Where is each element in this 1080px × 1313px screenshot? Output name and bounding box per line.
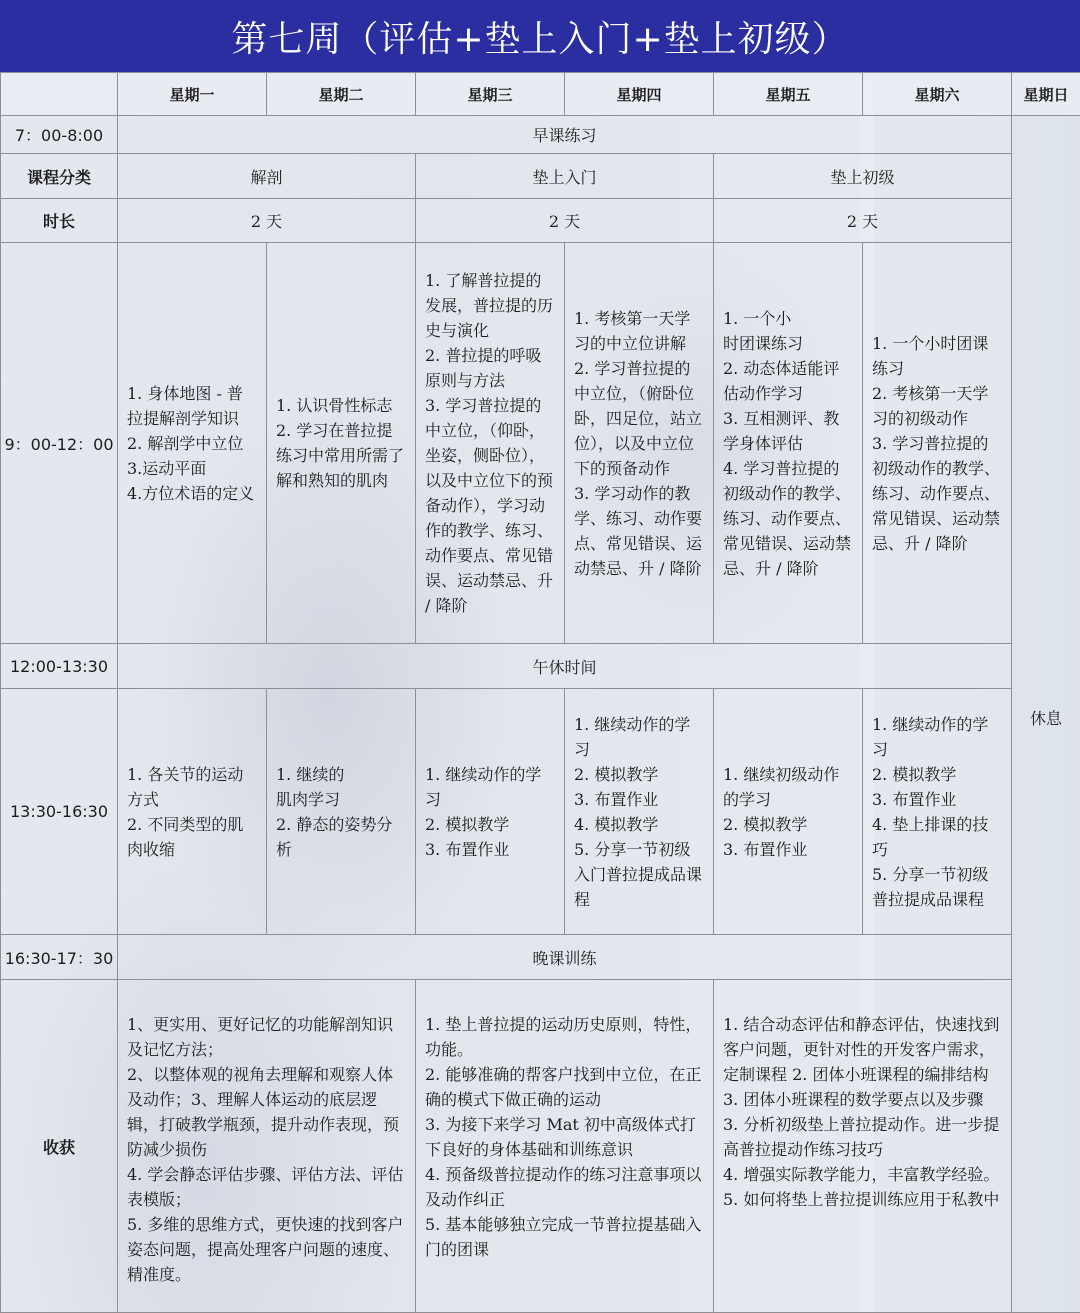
category-anatomy: 解剖	[118, 154, 416, 199]
gains-mat-intro-line: 4. 预备级普拉提动作的练习注意事项以及动作纠正	[425, 1162, 707, 1212]
am-mon-line: 1. 身体地图 - 普拉提解剖学知识	[127, 381, 258, 431]
page-title: 第七周（评估+垫上入门+垫上初级）	[0, 0, 1080, 72]
duration-label: 时长	[1, 199, 118, 243]
pm-sat-line: 3. 布置作业	[872, 787, 1003, 812]
am-thu-line: 3. 学习动作的教学、练习、动作要点、常见错误、运动禁忌、升 / 降阶	[574, 481, 705, 581]
time-pm: 13:30-16:30	[1, 689, 118, 935]
row-evening	[1, 935, 1080, 980]
pm-sat	[863, 689, 1012, 935]
gains-mat-basic-line: 4. 增强实际教学能力，丰富教学经验。 5. 如何将垫上普拉提训练应用于私教中	[723, 1162, 1005, 1212]
am-wed	[416, 243, 565, 644]
am-thu	[565, 243, 714, 644]
pm-mon-line: 2. 不同类型的肌肉收缩	[127, 812, 258, 862]
pm-fri-line: 3. 布置作业	[723, 837, 854, 862]
time-lunch: 12:00-13:30	[1, 644, 118, 689]
row-am	[1, 243, 1080, 644]
am-fri-line: 时团课练习	[723, 331, 854, 356]
pm-tue-line: 1. 继续的	[276, 762, 407, 787]
am-fri-line: 2. 动态体适能评估动作学习	[723, 356, 854, 406]
time-evening: 16:30-17：30	[1, 935, 118, 980]
gains-mat-intro	[416, 980, 714, 1313]
am-tue-line: 2. 学习在普拉提练习中常用所需了解和熟知的肌肉	[276, 418, 407, 493]
pm-thu-line: 4. 模拟教学	[574, 812, 705, 837]
am-thu-line: 2. 学习普拉提的中立位，（俯卧位卧，四足位，站立位），以及中立位下的预备动作	[574, 356, 705, 481]
gains-mat-basic-line: 1. 结合动态评估和静态评估，快速找到客户问题，更针对性的开发客户需求，定制课程 2. 团体小班课程的编排结构	[723, 1012, 1005, 1087]
pm-mon-line: 1. 各关节的运动方式	[127, 762, 258, 812]
pm-thu-line: 5. 分享一节初级入门普拉提成品课程	[574, 837, 705, 912]
am-wed-line: 2. 普拉提的呼吸原则与方法	[425, 343, 556, 393]
day-fri: 星期五	[714, 73, 863, 116]
am-tue	[267, 243, 416, 644]
pm-sat-line: 4. 垫上排课的技巧	[872, 812, 1003, 862]
sunday-rest-label: 休息	[1012, 706, 1080, 729]
pm-wed-line: 3. 布置作业	[425, 837, 556, 862]
pm-mon	[118, 689, 267, 935]
corner-cell	[1, 73, 118, 116]
pm-sat-line: 5. 分享一节初级普拉提成品课程	[872, 862, 1003, 912]
gains-mat-basic	[714, 980, 1012, 1313]
duration-anatomy: 2 天	[118, 199, 416, 243]
duration-mat-basic: 2 天	[714, 199, 1012, 243]
row-pm	[1, 689, 1080, 935]
day-mon: 星期一	[118, 73, 267, 116]
pm-sat-line: 2. 模拟教学	[872, 762, 1003, 787]
pm-tue-line: 肌肉学习	[276, 787, 407, 812]
schedule-table	[0, 72, 1080, 1313]
gains-anatomy-line: 4. 学会静态评估步骤、评估方法、评估表模版；	[127, 1162, 409, 1212]
gains-mat-basic-line: 3. 团体小班课程的数学要点以及步骤	[723, 1087, 1005, 1112]
gains-label: 收获	[1, 980, 118, 1313]
pm-wed	[416, 689, 565, 935]
time-am: 9：00-12：00	[1, 243, 118, 644]
day-sun: 星期日	[1012, 73, 1080, 116]
am-mon	[118, 243, 267, 644]
am-mon-line: 3.运动平面	[127, 456, 258, 481]
gains-mat-basic-line: 3. 分析初级垫上普拉提动作。进一步提高普拉提动作练习技巧	[723, 1112, 1005, 1162]
pm-tue	[267, 689, 416, 935]
pm-thu-line: 2. 模拟教学	[574, 762, 705, 787]
day-thu: 星期四	[565, 73, 714, 116]
am-sat-line: 2. 考核第一天学习的初级动作	[872, 381, 1003, 431]
am-sat-line: 1. 一个小时团课练习	[872, 331, 1003, 381]
pm-fri-line: 1. 继续初级动作的学习	[723, 762, 854, 812]
lunch-activity: 午休时间	[118, 644, 1012, 689]
day-sat: 星期六	[863, 73, 1012, 116]
gains-mat-intro-line: 3. 为接下来学习 Mat 初中高级体式打下良好的身体基础和训练意识	[425, 1112, 707, 1162]
am-fri-line: 4. 学习普拉提的初级动作的教学、练习、动作要点、常见错误、运动禁忌、升 / 降阶	[723, 456, 854, 581]
header-row	[1, 73, 1080, 116]
category-mat-intro: 垫上入门	[416, 154, 714, 199]
pm-thu-line: 3. 布置作业	[574, 787, 705, 812]
am-sat	[863, 243, 1012, 644]
pm-fri	[714, 689, 863, 935]
gains-mat-intro-line: 1. 垫上普拉提的运动历史原则，特性，功能。	[425, 1012, 707, 1062]
pm-thu	[565, 689, 714, 935]
time-morning: 7：00-8:00	[1, 116, 118, 154]
gains-mat-intro-line: 5. 基本能够独立完成一节普拉提基础入门的团课	[425, 1212, 707, 1262]
category-mat-basic: 垫上初级	[714, 154, 1012, 199]
row-duration	[1, 199, 1080, 243]
am-thu-line: 1. 考核第一天学习的中立位讲解	[574, 306, 705, 356]
pm-wed-line: 1. 继续动作的学习	[425, 762, 556, 812]
pm-fri-line: 2. 模拟教学	[723, 812, 854, 837]
category-label: 课程分类	[1, 154, 118, 199]
am-wed-line: 1. 了解普拉提的发展，普拉提的历史与演化	[425, 268, 556, 343]
pm-thu-line: 1. 继续动作的学习	[574, 712, 705, 762]
gains-anatomy	[118, 980, 416, 1313]
gains-anatomy-line: 5. 多维的思维方式，更快速的找到客户姿态问题，提高处理客户问题的速度、精准度。	[127, 1212, 409, 1287]
sunday-rest	[1012, 116, 1080, 1313]
pm-sat-line: 1. 继续动作的学习	[872, 712, 1003, 762]
morning-activity: 早课练习	[118, 116, 1012, 154]
row-morning	[1, 116, 1080, 154]
am-sat-line: 3. 学习普拉提的初级动作的教学、练习、动作要点、常见错误、运动禁忌、升 / 降阶	[872, 431, 1003, 556]
am-tue-line: 1. 认识骨性标志	[276, 393, 407, 418]
day-tue: 星期二	[267, 73, 416, 116]
row-category	[1, 154, 1080, 199]
gains-mat-intro-line: 2. 能够准确的帮客户找到中立位，在正确的模式下做正确的运动	[425, 1062, 707, 1112]
am-fri-line: 3. 互相测评、教学身体评估	[723, 406, 854, 456]
row-lunch	[1, 644, 1080, 689]
am-mon-line: 4.方位术语的定义	[127, 481, 258, 506]
pm-wed-line: 2. 模拟教学	[425, 812, 556, 837]
am-mon-line: 2. 解剖学中立位	[127, 431, 258, 456]
evening-activity: 晚课训练	[118, 935, 1012, 980]
am-fri	[714, 243, 863, 644]
row-gains	[1, 980, 1080, 1313]
am-fri-line: 1. 一个小	[723, 306, 854, 331]
gains-anatomy-line: 2、以整体观的视角去理解和观察人体及动作；3、理解人体运动的底层逻辑，打破教学瓶颈，提升动作表现，预防减少损伤	[127, 1062, 409, 1162]
gains-anatomy-line: 1、更实用、更好记忆的功能解剖知识及记忆方法；	[127, 1012, 409, 1062]
am-wed-line: 3. 学习普拉提的中立位，（仰卧，坐姿，侧卧位），以及中立位下的预备动作），学习动作的教学、练习、动作要点、常见错误、运动禁忌、升 / 降阶	[425, 393, 556, 618]
duration-mat-intro: 2 天	[416, 199, 714, 243]
day-wed: 星期三	[416, 73, 565, 116]
pm-tue-line: 2. 静态的姿势分析	[276, 812, 407, 862]
